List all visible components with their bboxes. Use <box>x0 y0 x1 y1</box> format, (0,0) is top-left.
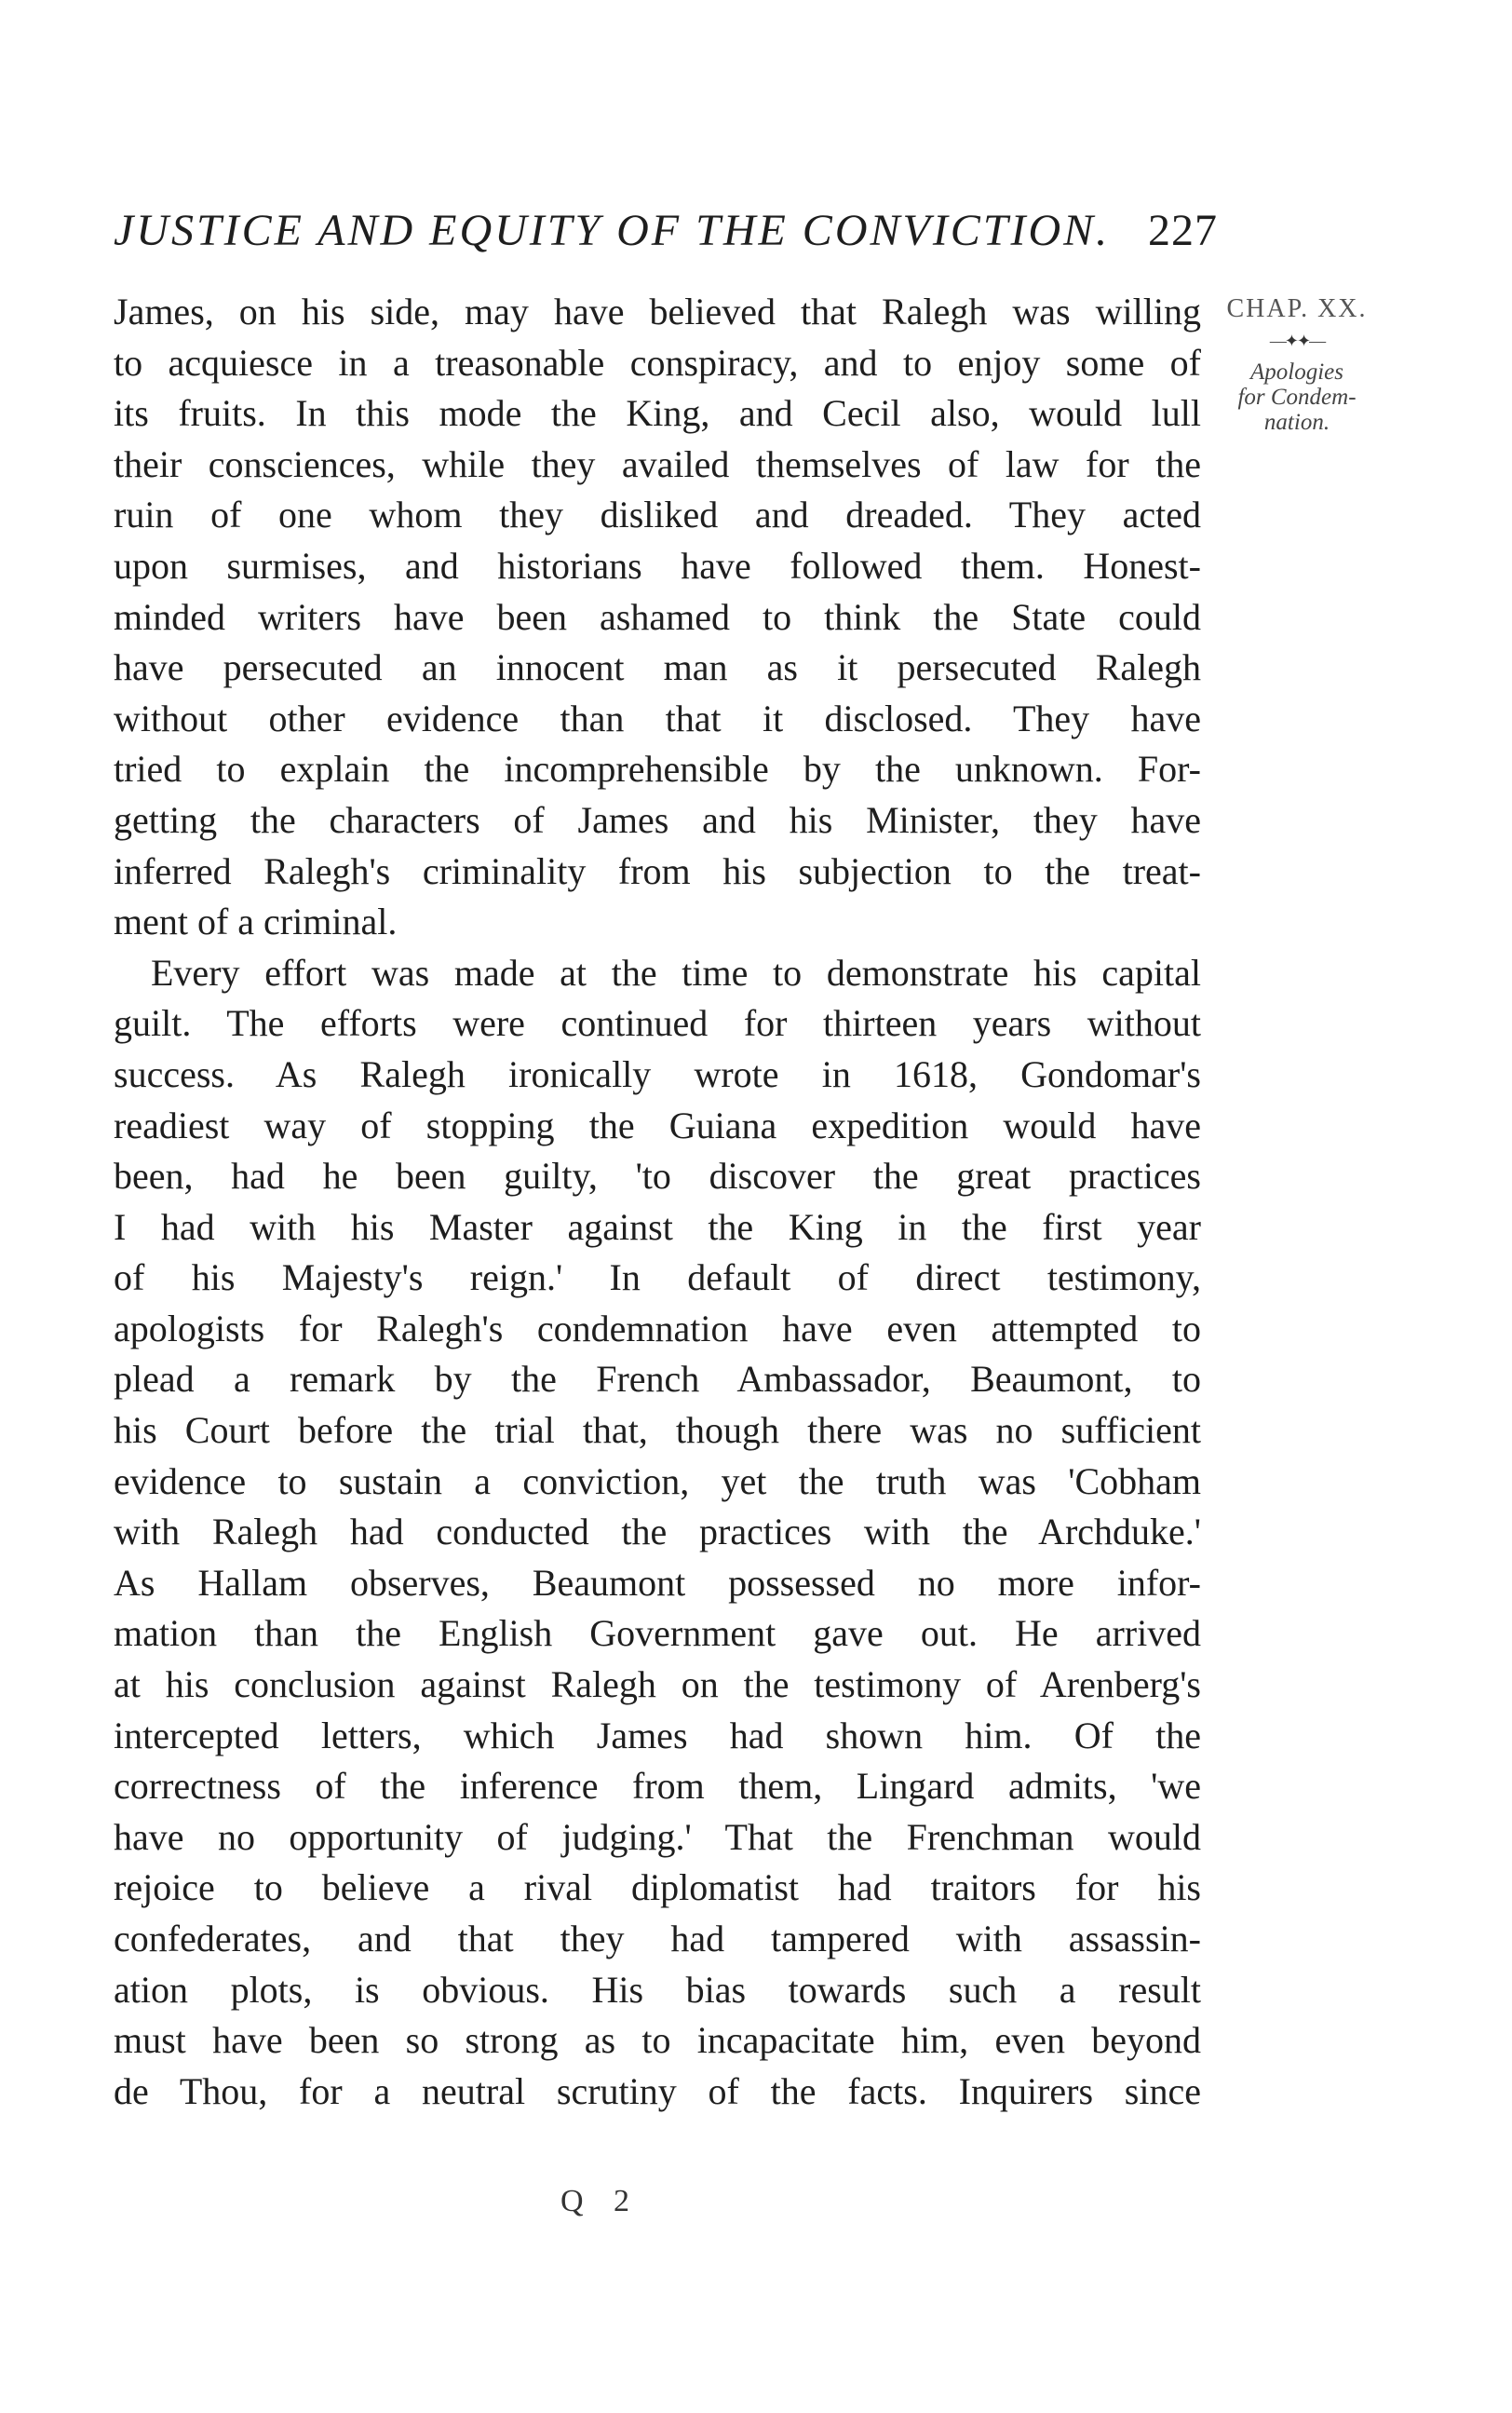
text-line: evidence to sustain a conviction, yet the truth was 'Cobham <box>114 1459 1201 1502</box>
text-line: been, had he been guilty, 'to discover the great practices <box>114 1155 1201 1198</box>
text-line: must have been so strong as to incapacitate him, even beyond <box>114 2019 1201 2062</box>
text-line: de Thou, for a neutral scrutiny of the facts. Inquirers since <box>114 2069 1201 2112</box>
margin-note <box>1218 296 1376 435</box>
text-line: Every effort was made at the time to demonstrate his capital <box>151 951 1201 994</box>
ornament-rule: —✦✦— <box>1269 332 1325 350</box>
text-line: of his Majesty's reign.' In default of direct testimony, <box>114 1256 1201 1299</box>
margin-gloss-line: Apologies <box>1250 359 1343 385</box>
signature-mark: Q 2 <box>560 2184 641 2218</box>
text-line: intercepted letters, which James had shown him. Of the <box>114 1714 1201 1756</box>
text-line: rejoice to believe a rival diplomatist had traitors for his <box>114 1866 1201 1909</box>
page-number: 227 <box>1148 206 1218 255</box>
running-title: JUSTICE AND EQUITY OF THE CONVICTION. <box>114 206 1111 255</box>
text-line: ation plots, is obvious. His bias towards such a result <box>114 1968 1201 2011</box>
text-line: ment of a criminal. <box>114 901 398 943</box>
text-line: I had with his Master against the King in the first year <box>114 1205 1201 1248</box>
text-line: with Ralegh had conducted the practices with the Archduke.' <box>114 1511 1201 1553</box>
body-text <box>114 287 1201 2117</box>
margin-gloss-line: nation. <box>1263 410 1330 435</box>
text-line: minded writers have been ashamed to think the State could <box>114 595 1201 638</box>
paragraph <box>114 948 1201 2118</box>
text-line: apologists for Ralegh's condemnation have even attempted to <box>114 1307 1201 1349</box>
chapter-label: CHAP. XX. <box>1226 294 1368 323</box>
text-line: have no opportunity of judging.' That the Frenchman would <box>114 1815 1201 1858</box>
text-line: to acquiesce in a treasonable conspiracy, and to enjoy some of <box>114 341 1201 384</box>
text-line: without other evidence than that it disclosed. They have <box>114 697 1201 739</box>
margin-gloss-line: for Condem- <box>1237 385 1357 410</box>
text-line: inferred Ralegh's criminality from his subjection to the treat- <box>114 849 1201 892</box>
text-line: correctness of the inference from them, Lingard admits, 'we <box>114 1765 1201 1808</box>
text-line: plead a remark by the French Ambassador, Beaumont, to <box>114 1358 1201 1401</box>
running-head <box>114 194 1218 268</box>
text-line: its fruits. In this mode the King, and Cecil also, would lull <box>114 392 1201 435</box>
paragraph <box>114 287 1201 948</box>
text-line: ruin of one whom they disliked and dreaded. They acted <box>114 494 1201 536</box>
text-line: mation than the English Government gave out. He arrived <box>114 1612 1201 1655</box>
text-line: As Hallam observes, Beaumont possessed no more infor- <box>114 1561 1201 1604</box>
text-line: upon surmises, and historians have followed them. Honest- <box>114 544 1201 587</box>
text-line: their consciences, while they availed themselves of law for the <box>114 442 1201 485</box>
text-line: readiest way of stopping the Guiana expedition would have <box>114 1104 1201 1146</box>
text-line: have persecuted an innocent man as it persecuted Ralegh <box>114 646 1201 689</box>
text-line: guilt. The efforts were continued for thirteen years without <box>114 1002 1201 1045</box>
text-line: tried to explain the incomprehensible by the unknown. For- <box>114 748 1201 791</box>
text-line: confederates, and that they had tampered with assassin- <box>114 1918 1201 1959</box>
text-line: getting the characters of James and his Minister, they have <box>114 798 1201 841</box>
text-line: his Court before the trial that, though there was no sufficient <box>114 1409 1201 1452</box>
text-line: James, on his side, may have believed that Ralegh was willing <box>114 291 1201 332</box>
text-line: at his conclusion against Ralegh on the testimony of Arenberg's <box>114 1663 1201 1706</box>
text-line: success. As Ralegh ironically wrote in 1618, Gondomar's <box>114 1052 1201 1095</box>
